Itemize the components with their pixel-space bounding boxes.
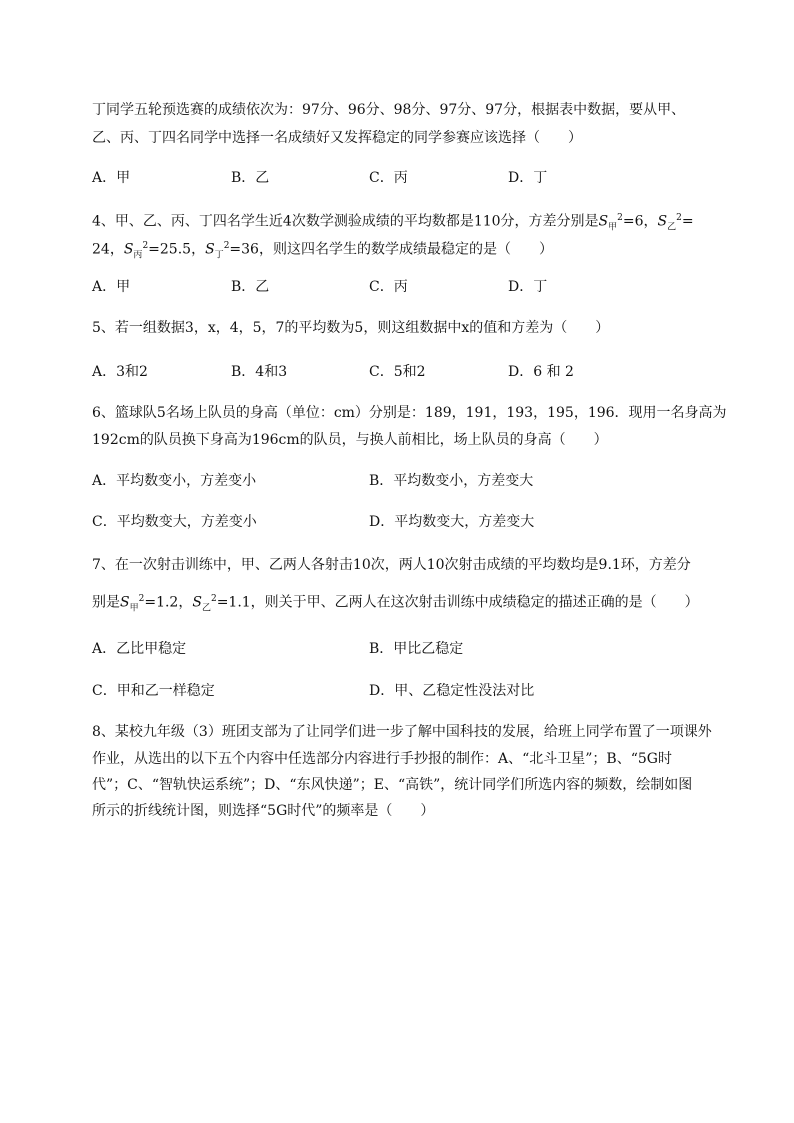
- q4-eq-ding: =36，则这四名学生的数学成绩最稳定的是（ ）: [229, 241, 553, 258]
- q8-line-3: 代”；C、“智轨快运系统”；D、“东风快递”；E、“高铁”，统计同学们所选内容的频数，绘制如图: [92, 777, 693, 793]
- q4-s-jia: S: [598, 213, 609, 230]
- intro-line-1: 丁同学五轮预选赛的成绩依次为：97分、96分、98分、97分、97分，根据表中数据，要从甲、: [92, 102, 686, 118]
- q4-text-b: 24，: [92, 241, 124, 258]
- q7-s-jia: S: [120, 594, 130, 611]
- q8-line-1: 8、某校九年级（3）班团支部为了让同学们进一步了解中国科技的发展，给班上同学布置了一项课外: [92, 724, 712, 740]
- q4-s-yi: S: [657, 213, 668, 230]
- q4-option-d: D．丁: [508, 279, 548, 295]
- q4-sub-yi: 乙: [667, 222, 677, 233]
- q6-line-1: 6、篮球队5名场上队员的身高（单位：cm）分别是：189，191，193，195，196．现用一名身高为: [92, 405, 727, 421]
- q7-option-a: A．乙比甲稳定: [92, 641, 187, 657]
- q4-sup-yi: 2: [676, 213, 682, 223]
- q4-option-a: A．甲: [92, 279, 131, 295]
- q7-option-c: C．甲和乙一样稳定: [92, 683, 215, 699]
- q4-s-bing: S: [123, 241, 134, 258]
- q7-sup-jia: 2: [138, 594, 145, 604]
- q7-text-a: 别是: [92, 594, 120, 611]
- q4-s-ding: S: [205, 241, 215, 258]
- intro-line-2: 乙、丙、丁四名同学中选择一名成绩好又发挥稳定的同学参赛应该选择（ ）: [92, 130, 582, 146]
- q4-option-c: C．丙: [369, 279, 408, 295]
- q3-option-a: A．甲: [92, 170, 131, 186]
- q4-eq-yi: =: [681, 213, 694, 230]
- q4-sup-ding: 2: [223, 241, 230, 251]
- q6-option-c: C．平均数变大，方差变小: [92, 514, 257, 530]
- q4-text-a: 4、甲、乙、丙、丁四名学生近4次数学测验成绩的平均数都是110分，方差分别是: [92, 213, 599, 230]
- q4-line-2: [92, 236, 553, 265]
- q6-option-a: A．平均数变小，方差变小: [92, 473, 257, 489]
- q7-sup-yi: 2: [210, 594, 217, 604]
- q7-s-yi: S: [192, 594, 202, 611]
- q4-sup-jia: 2: [617, 213, 623, 223]
- q8-line-4: 所示的折线统计图，则选择“5G时代”的频率是（ ）: [92, 803, 435, 819]
- q5-option-d: D．6 和 2: [508, 364, 574, 380]
- q4-sup-bing: 2: [142, 241, 149, 251]
- q4-eq-bing: =25.5，: [148, 241, 206, 258]
- q5-line: 5、若一组数据3，x，4，5，7的平均数为5，则这组数据中x的值和方差为（ ）: [92, 320, 610, 336]
- q6-option-b: B．平均数变小，方差变大: [369, 473, 534, 489]
- q6-option-d: D．平均数变大，方差变大: [369, 514, 535, 530]
- q5-option-c: C．5和2: [369, 364, 426, 380]
- q7-sub-yi: 乙: [201, 603, 211, 614]
- q7-option-d: D．甲、乙稳定性没法对比: [369, 683, 535, 699]
- q7-eq-yi: =1.1，则关于甲、乙两人在这次射击训练中成绩稳定的描述正确的是（ ）: [216, 594, 699, 611]
- q7-option-b: B．甲比乙稳定: [369, 641, 464, 657]
- q4-line-1: [92, 208, 694, 237]
- q3-option-d: D．丁: [508, 170, 548, 186]
- q4-option-b: B．乙: [231, 279, 270, 295]
- q5-option-b: B．4和3: [231, 364, 288, 380]
- q7-sub-jia: 甲: [129, 603, 139, 614]
- q8-line-2: 作业，从选出的以下五个内容中任选部分内容进行手抄报的制作：A、“北斗卫星”；B、“5G时: [92, 751, 672, 767]
- q3-option-c: C．丙: [369, 170, 408, 186]
- q5-option-a: A．3和2: [92, 364, 148, 380]
- q6-line-2: 192cm的队员换下身高为196cm的队员，与换人前相比，场上队员的身高（ ）: [92, 432, 608, 448]
- q7-line-2: [92, 589, 699, 618]
- q4-sub-bing: 丙: [133, 250, 143, 261]
- q4-sub-jia: 甲: [608, 222, 618, 233]
- q3-option-b: B．乙: [231, 170, 270, 186]
- q4-sub-ding: 丁: [214, 250, 224, 261]
- q4-eq-jia: =6，: [622, 213, 658, 230]
- q7-eq-jia: =1.2，: [144, 594, 193, 611]
- q7-line-1: 7、在一次射击训练中，甲、乙两人各射击10次，两人10次射击成绩的平均数均是9.1环，方差分: [92, 557, 691, 573]
